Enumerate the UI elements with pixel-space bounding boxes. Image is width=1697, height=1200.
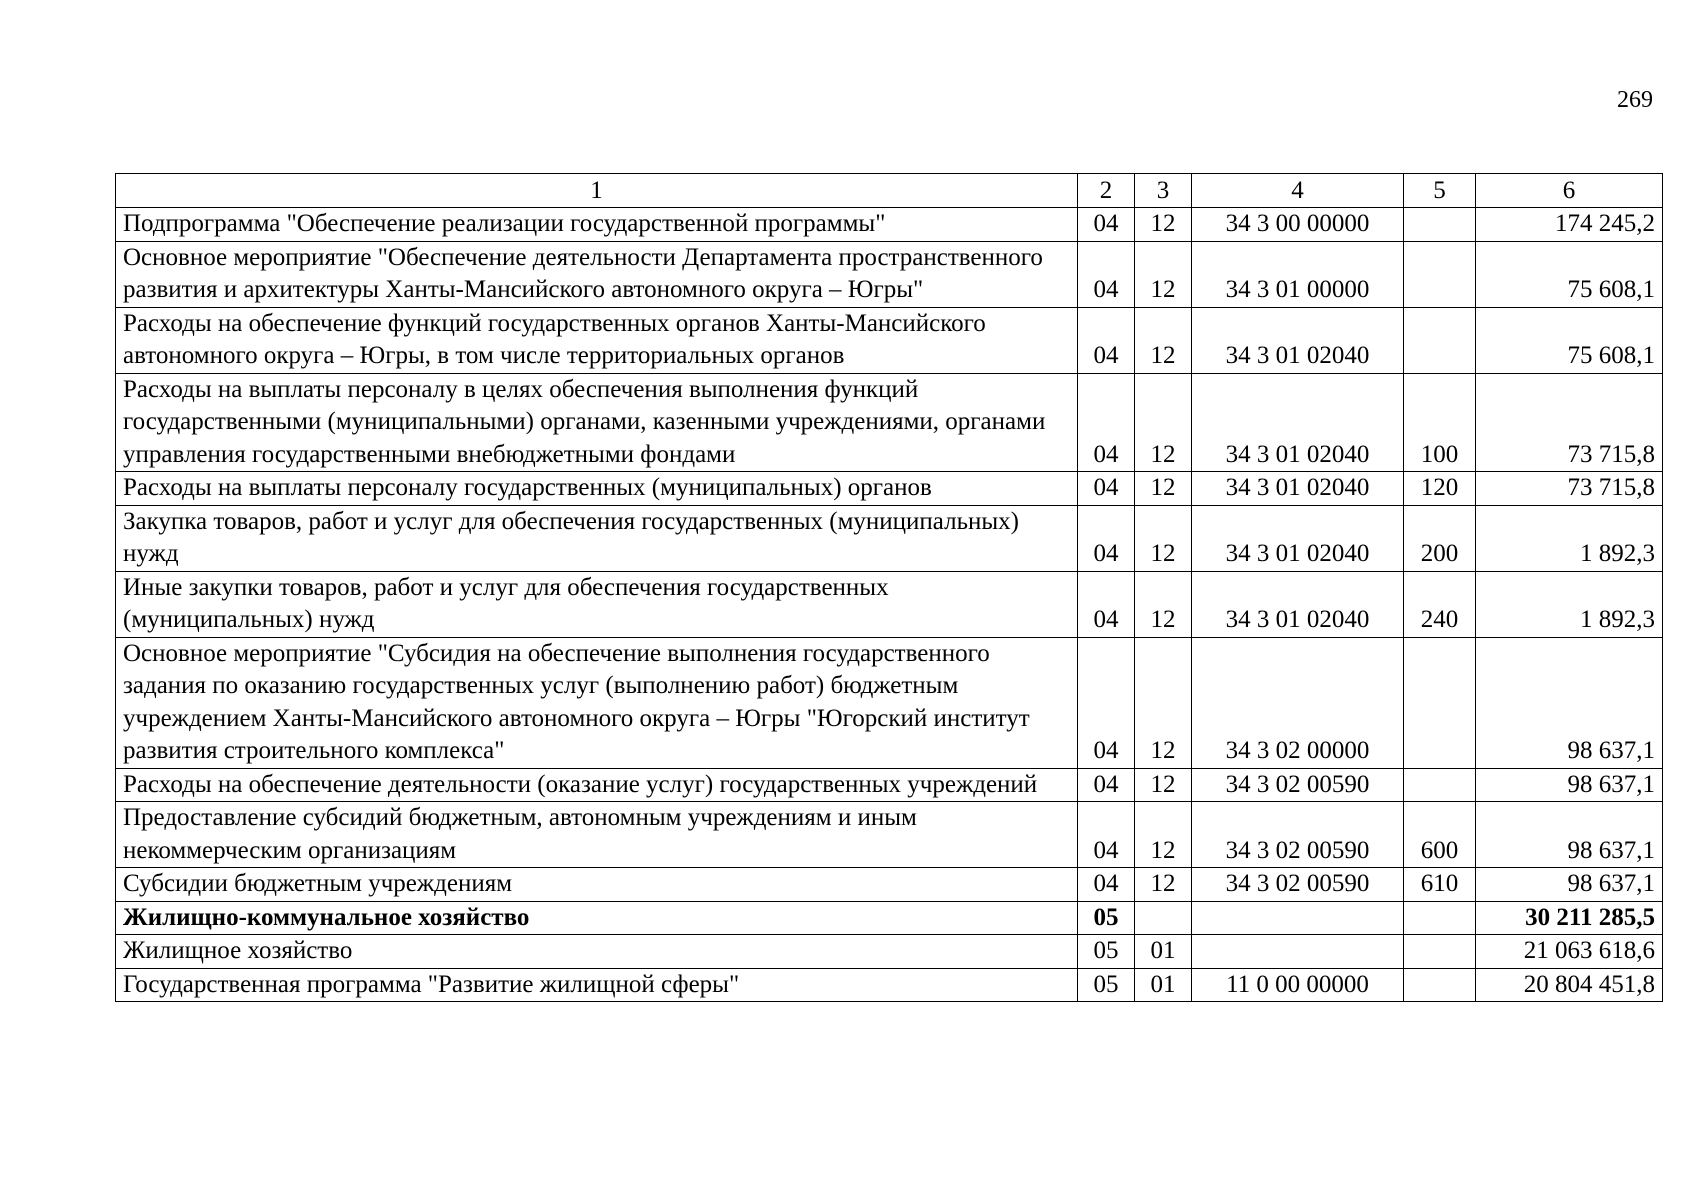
row-amount: 73 715,8	[1476, 472, 1663, 506]
row-section: 04	[1078, 472, 1135, 506]
row-name: Расходы на выплаты персоналу государственных (муниципальных) органов	[116, 472, 1078, 506]
page-number: 269	[1617, 87, 1653, 113]
row-expense-type: 600	[1404, 802, 1476, 868]
row-target-item: 34 3 02 00590	[1192, 868, 1404, 902]
row-target-item: 34 3 02 00590	[1192, 802, 1404, 868]
row-expense-type	[1404, 208, 1476, 242]
row-section: 04	[1078, 241, 1135, 307]
row-target-item	[1192, 901, 1404, 935]
row-target-item: 34 3 01 02040	[1192, 505, 1404, 571]
row-section: 04	[1078, 505, 1135, 571]
table-row	[116, 241, 1663, 307]
row-section: 04	[1078, 571, 1135, 637]
table-row	[116, 935, 1663, 969]
row-subsection: 12	[1135, 307, 1192, 373]
row-target-item: 34 3 01 02040	[1192, 373, 1404, 472]
row-section: 04	[1078, 373, 1135, 472]
row-section: 04	[1078, 768, 1135, 802]
row-amount: 75 608,1	[1476, 241, 1663, 307]
column-header-expense-type: 5	[1404, 174, 1476, 208]
row-target-item: 34 3 01 00000	[1192, 241, 1404, 307]
row-expense-type	[1404, 968, 1476, 1002]
row-expense-type	[1404, 935, 1476, 969]
table-row	[116, 968, 1663, 1002]
row-target-item: 34 3 01 02040	[1192, 472, 1404, 506]
table-row	[116, 307, 1663, 373]
row-section: 05	[1078, 968, 1135, 1002]
row-expense-type	[1404, 768, 1476, 802]
row-name: Подпрограмма "Обеспечение реализации государственной программы"	[116, 208, 1078, 242]
row-amount: 30 211 285,5	[1476, 901, 1663, 935]
row-target-item: 34 3 02 00590	[1192, 768, 1404, 802]
row-name: Закупка товаров, работ и услуг для обеспечения государственных (муниципальных) нужд	[116, 505, 1078, 571]
row-name: Основное мероприятие "Субсидия на обеспечение выполнения государственного задания по оказанию государственных услуг (выполнению работ) бюджетным учреждением Ханты-Мансийского автономного округа – Югры "Югорский институт развития строительного комплекса"	[116, 637, 1078, 768]
row-amount: 75 608,1	[1476, 307, 1663, 373]
row-subsection: 01	[1135, 935, 1192, 969]
row-name: Жилищно-коммунальное хозяйство	[116, 901, 1078, 935]
row-subsection: 12	[1135, 768, 1192, 802]
budget-table	[115, 173, 1663, 1002]
row-name: Расходы на обеспечение функций государственных органов Ханты-Мансийского автономного округа – Югры, в том числе территориальных органов	[116, 307, 1078, 373]
row-section: 04	[1078, 208, 1135, 242]
row-expense-type	[1404, 307, 1476, 373]
row-amount: 1 892,3	[1476, 571, 1663, 637]
table-row	[116, 208, 1663, 242]
row-subsection: 12	[1135, 802, 1192, 868]
row-name: Основное мероприятие "Обеспечение деятельности Департамента пространственного развития и архитектуры Ханты-Мансийского автономного округа – Югры"	[116, 241, 1078, 307]
row-name: Расходы на выплаты персоналу в целях обеспечения выполнения функций государственными (муниципальными) органами, казенными учреждениями, органами управления государственными внебюджетными фондами	[116, 373, 1078, 472]
table-row	[116, 571, 1663, 637]
row-section: 04	[1078, 637, 1135, 768]
row-section: 05	[1078, 901, 1135, 935]
row-section: 04	[1078, 868, 1135, 902]
table-row	[116, 505, 1663, 571]
row-subsection: 01	[1135, 968, 1192, 1002]
row-expense-type: 610	[1404, 868, 1476, 902]
row-expense-type: 120	[1404, 472, 1476, 506]
row-amount: 21 063 618,6	[1476, 935, 1663, 969]
row-subsection: 12	[1135, 373, 1192, 472]
row-target-item: 34 3 01 02040	[1192, 571, 1404, 637]
row-name: Жилищное хозяйство	[116, 935, 1078, 969]
row-expense-type	[1404, 637, 1476, 768]
table-row	[116, 637, 1663, 768]
row-target-item: 11 0 00 00000	[1192, 968, 1404, 1002]
row-amount: 98 637,1	[1476, 802, 1663, 868]
row-target-item: 34 3 01 02040	[1192, 307, 1404, 373]
row-expense-type: 100	[1404, 373, 1476, 472]
column-header-target-item: 4	[1192, 174, 1404, 208]
row-target-item	[1192, 935, 1404, 969]
table-header-row	[116, 174, 1663, 208]
row-name: Расходы на обеспечение деятельности (оказание услуг) государственных учреждений	[116, 768, 1078, 802]
column-header-subsection: 3	[1135, 174, 1192, 208]
row-subsection: 12	[1135, 241, 1192, 307]
row-subsection: 12	[1135, 472, 1192, 506]
table-row-section-total	[116, 901, 1663, 935]
table-row	[116, 868, 1663, 902]
column-header-amount: 6	[1476, 174, 1663, 208]
row-name: Субсидии бюджетным учреждениям	[116, 868, 1078, 902]
row-amount: 98 637,1	[1476, 637, 1663, 768]
row-amount: 98 637,1	[1476, 868, 1663, 902]
row-subsection: 12	[1135, 868, 1192, 902]
row-amount: 174 245,2	[1476, 208, 1663, 242]
column-header-section: 2	[1078, 174, 1135, 208]
row-section: 04	[1078, 802, 1135, 868]
row-section: 05	[1078, 935, 1135, 969]
row-subsection: 12	[1135, 637, 1192, 768]
row-name: Иные закупки товаров, работ и услуг для обеспечения государственных (муниципальных) нужд	[116, 571, 1078, 637]
row-target-item: 34 3 00 00000	[1192, 208, 1404, 242]
row-section: 04	[1078, 307, 1135, 373]
row-target-item: 34 3 02 00000	[1192, 637, 1404, 768]
row-expense-type	[1404, 901, 1476, 935]
row-subsection: 12	[1135, 208, 1192, 242]
row-amount: 98 637,1	[1476, 768, 1663, 802]
row-expense-type: 200	[1404, 505, 1476, 571]
table-row	[116, 802, 1663, 868]
table-row	[116, 768, 1663, 802]
row-amount: 73 715,8	[1476, 373, 1663, 472]
row-expense-type: 240	[1404, 571, 1476, 637]
row-amount: 1 892,3	[1476, 505, 1663, 571]
row-subsection: 12	[1135, 571, 1192, 637]
row-name: Предоставление субсидий бюджетным, автономным учреждениям и иным некоммерческим организациям	[116, 802, 1078, 868]
row-name: Государственная программа "Развитие жилищной сферы"	[116, 968, 1078, 1002]
table-row	[116, 373, 1663, 472]
table-row	[116, 472, 1663, 506]
row-subsection: 12	[1135, 505, 1192, 571]
row-amount: 20 804 451,8	[1476, 968, 1663, 1002]
row-expense-type	[1404, 241, 1476, 307]
row-subsection	[1135, 901, 1192, 935]
column-header-name: 1	[116, 174, 1078, 208]
